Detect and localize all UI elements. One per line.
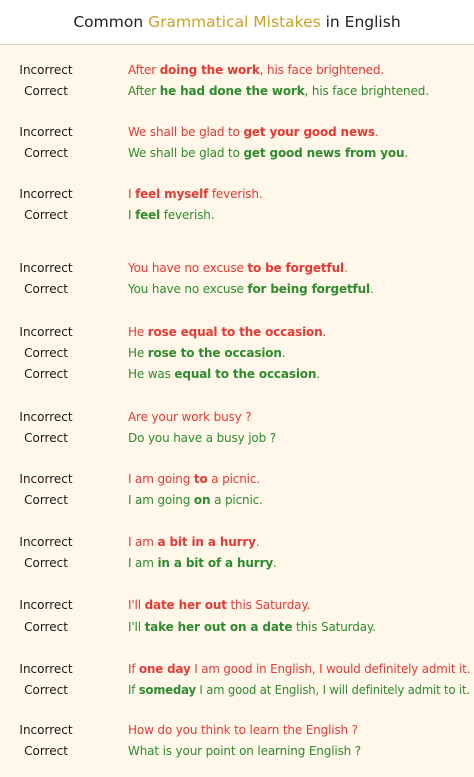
sentence-text: He bbox=[128, 346, 148, 360]
correct-row bbox=[0, 279, 474, 300]
incorrect-label: Incorrect bbox=[19, 325, 73, 339]
highlighted-phrase: rose to the occasion bbox=[147, 346, 282, 360]
highlighted-phrase: equal to the occasion bbox=[174, 367, 317, 381]
highlighted-phrase: one day bbox=[139, 662, 191, 676]
incorrect-sentence bbox=[128, 532, 260, 553]
incorrect-label: Incorrect bbox=[19, 598, 73, 612]
correct-label: Correct bbox=[24, 367, 68, 381]
correct-sentence bbox=[128, 81, 429, 102]
sentence-text: . bbox=[281, 346, 286, 360]
correct-row bbox=[0, 490, 474, 511]
incorrect-label: Incorrect bbox=[19, 535, 73, 549]
sentence-text: Do you have a busy job ? bbox=[128, 431, 276, 445]
incorrect-sentence bbox=[128, 258, 348, 279]
correct-label: Correct bbox=[24, 683, 68, 697]
incorrect-label: Incorrect bbox=[19, 723, 73, 737]
highlighted-phrase: doing the work bbox=[159, 63, 260, 77]
sentence-text: Are your work busy ? bbox=[128, 410, 252, 424]
sentence-text: If bbox=[128, 683, 139, 697]
incorrect-row bbox=[0, 532, 474, 553]
correct-sentence bbox=[128, 617, 376, 638]
sentence-text: . bbox=[273, 556, 277, 570]
correct-sentence bbox=[128, 553, 277, 574]
sentence-text: What is your point on learning English ? bbox=[128, 744, 362, 758]
sentence-text: I bbox=[128, 208, 136, 222]
page-title bbox=[0, 0, 474, 45]
sentence-text: feverish. bbox=[160, 208, 215, 222]
sentence-text: We shall be glad to bbox=[128, 125, 244, 139]
title-part-2: in English bbox=[320, 13, 401, 31]
correct-label: Correct bbox=[24, 282, 68, 296]
sentence-text: I'll bbox=[128, 598, 145, 612]
correct-row bbox=[0, 680, 474, 701]
correct-sentence bbox=[128, 741, 361, 762]
highlighted-phrase: he had done the work bbox=[159, 84, 305, 98]
sentence-text: After bbox=[128, 63, 160, 77]
sentence-text: I am bbox=[128, 556, 158, 570]
incorrect-row bbox=[0, 258, 474, 279]
incorrect-label: Incorrect bbox=[19, 63, 73, 77]
sentence-text: this Saturday. bbox=[292, 620, 376, 634]
correct-row bbox=[0, 553, 474, 574]
correct-label: Correct bbox=[24, 744, 68, 758]
correct-sentence bbox=[128, 364, 320, 385]
incorrect-label: Incorrect bbox=[19, 187, 73, 201]
highlighted-phrase: feel bbox=[135, 208, 161, 222]
sentence-text: You have no excuse bbox=[128, 261, 248, 275]
correct-sentence bbox=[128, 205, 214, 226]
correct-sentence bbox=[128, 279, 374, 300]
incorrect-label: Incorrect bbox=[19, 261, 73, 275]
correct-sentence bbox=[128, 490, 263, 511]
sentence-text: . bbox=[255, 535, 260, 549]
incorrect-row bbox=[0, 595, 474, 616]
correct-label: Correct bbox=[24, 346, 68, 360]
highlighted-phrase: for being forgetful bbox=[247, 282, 370, 296]
sentence-text: , his face brightened. bbox=[259, 63, 385, 77]
sentence-text: . bbox=[369, 282, 374, 296]
incorrect-row bbox=[0, 322, 474, 343]
highlighted-phrase: in a bit of a hurry bbox=[157, 556, 274, 570]
correct-row bbox=[0, 343, 474, 364]
highlighted-phrase: take her out on a date bbox=[144, 620, 293, 634]
incorrect-row bbox=[0, 469, 474, 490]
sentence-text: He bbox=[128, 325, 148, 339]
sentence-text: If bbox=[128, 662, 140, 676]
sentence-text: I am bbox=[128, 535, 158, 549]
sentence-text: After bbox=[128, 84, 160, 98]
correct-label: Correct bbox=[24, 556, 68, 570]
sentence-text: . bbox=[322, 325, 327, 339]
correct-label: Correct bbox=[24, 208, 68, 222]
correct-sentence bbox=[128, 143, 408, 164]
sentence-text: I bbox=[128, 187, 136, 201]
correct-row bbox=[0, 364, 474, 385]
highlighted-phrase: get your good news bbox=[243, 125, 375, 139]
title-accent: Grammatical Mistakes bbox=[148, 13, 321, 31]
incorrect-label: Incorrect bbox=[19, 410, 73, 424]
correct-row bbox=[0, 617, 474, 638]
sentence-text: We shall be glad to bbox=[128, 146, 244, 160]
correct-sentence bbox=[128, 680, 470, 701]
correct-row bbox=[0, 205, 474, 226]
incorrect-sentence bbox=[128, 184, 263, 205]
sentence-text: a picnic. bbox=[207, 472, 260, 486]
highlighted-phrase: to be forgetful bbox=[247, 261, 344, 275]
sentence-text: a picnic. bbox=[210, 493, 263, 507]
incorrect-sentence bbox=[128, 595, 310, 616]
incorrect-sentence bbox=[128, 122, 379, 143]
correct-label: Correct bbox=[24, 146, 68, 160]
sentence-text: You have no excuse bbox=[128, 282, 248, 296]
incorrect-label: Incorrect bbox=[19, 125, 73, 139]
sentence-text: I am going bbox=[128, 493, 194, 507]
sentence-text: . bbox=[343, 261, 348, 275]
highlighted-phrase: get good news from you bbox=[243, 146, 405, 160]
highlighted-phrase: someday bbox=[138, 683, 196, 697]
sentence-text: He was bbox=[128, 367, 175, 381]
highlighted-phrase: on bbox=[193, 493, 211, 507]
correct-label: Correct bbox=[24, 84, 68, 98]
incorrect-sentence bbox=[128, 720, 358, 741]
sentence-text: , his face brightened. bbox=[304, 84, 429, 98]
incorrect-sentence bbox=[128, 469, 260, 490]
incorrect-label: Incorrect bbox=[19, 472, 73, 486]
title-part-1: Common bbox=[73, 13, 149, 31]
correct-sentence bbox=[128, 343, 285, 364]
correct-sentence bbox=[128, 428, 276, 449]
correct-label: Correct bbox=[24, 493, 68, 507]
incorrect-row bbox=[0, 184, 474, 205]
highlighted-phrase: to bbox=[193, 472, 208, 486]
incorrect-sentence bbox=[128, 60, 384, 81]
incorrect-sentence bbox=[128, 407, 252, 428]
sentence-text: I am going bbox=[128, 472, 194, 486]
correct-row bbox=[0, 143, 474, 164]
correct-row bbox=[0, 741, 474, 762]
sentence-text: How do you think to learn the English ? bbox=[128, 723, 358, 737]
incorrect-row bbox=[0, 60, 474, 81]
correct-label: Correct bbox=[24, 431, 68, 445]
incorrect-sentence bbox=[128, 659, 470, 680]
sentence-text: I'll bbox=[128, 620, 145, 634]
highlighted-phrase: a bit in a hurry bbox=[157, 535, 256, 549]
correct-row bbox=[0, 428, 474, 449]
highlighted-phrase: date her out bbox=[144, 598, 227, 612]
sentence-text: . bbox=[374, 125, 379, 139]
sentence-text: I am good in English, I would definitely admit it. bbox=[190, 662, 471, 676]
correct-row bbox=[0, 81, 474, 102]
incorrect-label: Incorrect bbox=[19, 662, 73, 676]
correct-label: Correct bbox=[24, 620, 68, 634]
sentence-text: . bbox=[316, 367, 320, 381]
sentence-text: . bbox=[404, 146, 409, 160]
incorrect-row bbox=[0, 659, 474, 680]
highlighted-phrase: rose equal to the occasion bbox=[147, 325, 323, 339]
sentence-text: I am good at English, I will definitely admit to it. bbox=[195, 683, 470, 697]
incorrect-row bbox=[0, 407, 474, 428]
incorrect-row bbox=[0, 720, 474, 741]
incorrect-row bbox=[0, 122, 474, 143]
highlighted-phrase: feel myself bbox=[135, 187, 209, 201]
incorrect-sentence bbox=[128, 322, 326, 343]
sentence-text: feverish. bbox=[208, 187, 263, 201]
sentence-text: this Saturday. bbox=[226, 598, 311, 612]
